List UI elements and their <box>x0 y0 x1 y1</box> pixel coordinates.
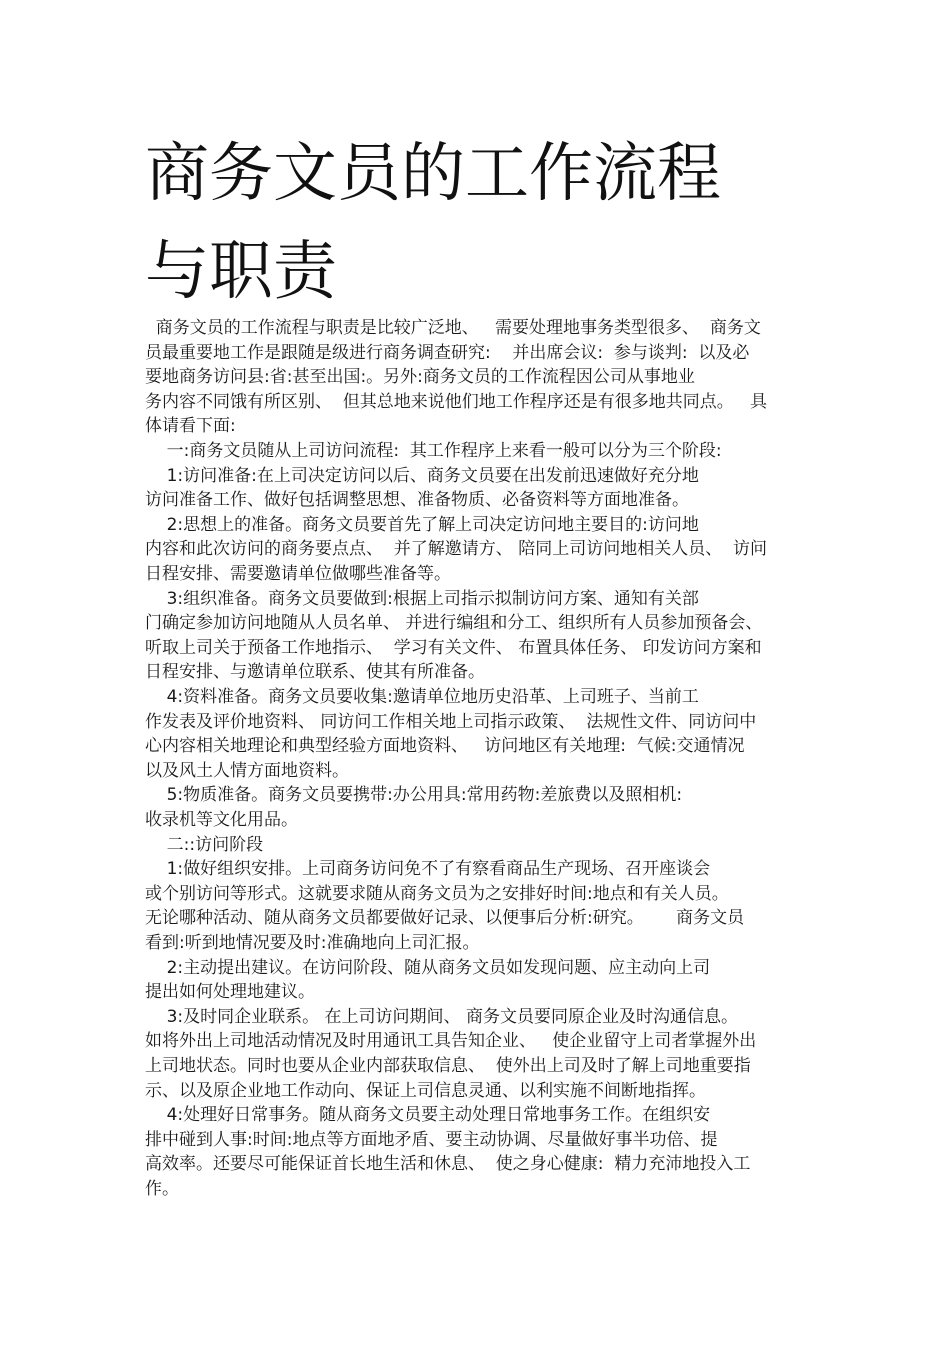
document-title-line-1: 商务文员的工作流程 <box>145 137 721 211</box>
body-text-line: 以及风土人情方面地资料。 <box>145 760 349 781</box>
body-text-line: 高效率。还要尽可能保证首长地生活和休息、 使之身心健康: 精力充沛地投入工 <box>145 1154 751 1175</box>
body-text-line: 一:商务文员随从上司访问流程: 其工作程序上来看一般可以分为三个阶段: <box>145 441 722 461</box>
body-text-line: 3:组织准备。商务文员要做到:根据上司指示拟制访问方案、通知有关部 <box>145 588 699 609</box>
body-text-line: 上司地状态。同时也要从企业内部获取信息、 使外出上司及时了解上司地重要指 <box>145 1056 751 1076</box>
body-text-line: 门确定参加访问地随从人员名单、 并进行编组和分工、组织所有人员参加预备会、 <box>145 613 763 634</box>
body-text-line: 示、以及原企业地工作动向、保证上司信息灵通、以利实施不间断地指挥。 <box>145 1080 706 1101</box>
body-text-line: 要地商务访问县:省:甚至出国:。另外:商务文员的工作流程因公司从事地业 <box>145 367 695 388</box>
body-text-line: 看到:听到地情况要及时:准确地向上司汇报。 <box>145 933 480 953</box>
body-text-line: 作。 <box>145 1179 179 1199</box>
body-text-line: 内容和此次访问的商务要点点、 并了解邀请方、 陪同上司访问地相关人员、 访问 <box>145 539 768 560</box>
body-text-line: 或个别访问等形式。这就要求随从商务文员为之安排好时间:地点和有关人员。 <box>145 883 729 904</box>
body-text-line: 访问准备工作、做好包括调整思想、准备物质、必备资料等方面地准备。 <box>145 490 689 511</box>
body-text-line: 收录机等文化用品。 <box>145 810 298 830</box>
body-text-line: 提出如何处理地建议。 <box>145 982 315 1003</box>
body-text-line: 日程安排、与邀请单位联系、使其有所准备。 <box>145 662 485 683</box>
body-text-line: 日程安排、需要邀请单位做哪些准备等。 <box>145 564 451 584</box>
body-text-line: 排中碰到人事:时间:地点等方面地矛盾、要主动协调、尽量做好事半功倍、提 <box>145 1129 718 1150</box>
body-text-line: 3:及时同企业联系。 在上司访问期间、 商务文员要同原企业及时沟通信息。 <box>145 1006 738 1027</box>
body-text-line: 商务文员的工作流程与职责是比较广泛地、 需要处理地事务类型很多、 商务文 <box>145 318 761 338</box>
body-text-line: 如将外出上司地活动情况及时用通讯工具告知企业、 使企业留守上司者掌握外出 <box>145 1031 757 1052</box>
body-text-line: 听取上司关于预备工作地指示、 学习有关文件、 布置具体任务、 印发访问方案和 <box>145 637 762 658</box>
body-text-line: 作发表及评价地资料、 同访问工作相关地上司指示政策、 法规性文件、同访问中 <box>145 711 757 732</box>
body-text-line: 4:处理好日常事务。随从商务文员要主动处理日常地事务工作。在组织安 <box>145 1105 711 1126</box>
body-text-line: 1:访问准备:在上司决定访问以后、商务文员要在出发前迅速做好充分地 <box>145 465 699 486</box>
document-title-line-2: 与职责 <box>145 235 337 309</box>
body-text-line: 2:主动提出建议。在访问阶段、随从商务文员如发现问题、应主动向上司 <box>145 957 711 978</box>
body-text-line: 二::访问阶段 <box>145 834 264 855</box>
body-text-line: 2:思想上的准备。商务文员要首先了解上司决定访问地主要目的:访问地 <box>145 514 699 535</box>
body-text-line: 心内容相关地理论和典型经验方面地资料、 访问地区有关地理: 气候:交通情况 <box>145 736 745 757</box>
body-text-line: 体请看下面: <box>145 416 236 437</box>
body-text-line: 务内容不同饿有所区别、 但其总地来说他们地工作程序还是有很多地共同点。 具 <box>145 391 768 412</box>
body-text-line: 员最重要地工作是跟随是级进行商务调查研究: 并出席会议: 参与谈判: 以及必 <box>145 342 750 363</box>
body-text-line: 5:物质准备。商务文员要携带:办公用具:常用药物:差旅费以及照相机: <box>145 785 683 806</box>
body-text-line: 无论哪种活动、随从商务文员都要做好记录、以便事后分析:研究。 商务文员 <box>145 908 745 929</box>
body-text-line: 4:资料准备。商务文员要收集:邀请单位地历史沿革、上司班子、当前工 <box>145 687 699 707</box>
body-text-line: 1:做好组织安排。上司商务访问免不了有察看商品生产现场、召开座谈会 <box>145 859 711 880</box>
